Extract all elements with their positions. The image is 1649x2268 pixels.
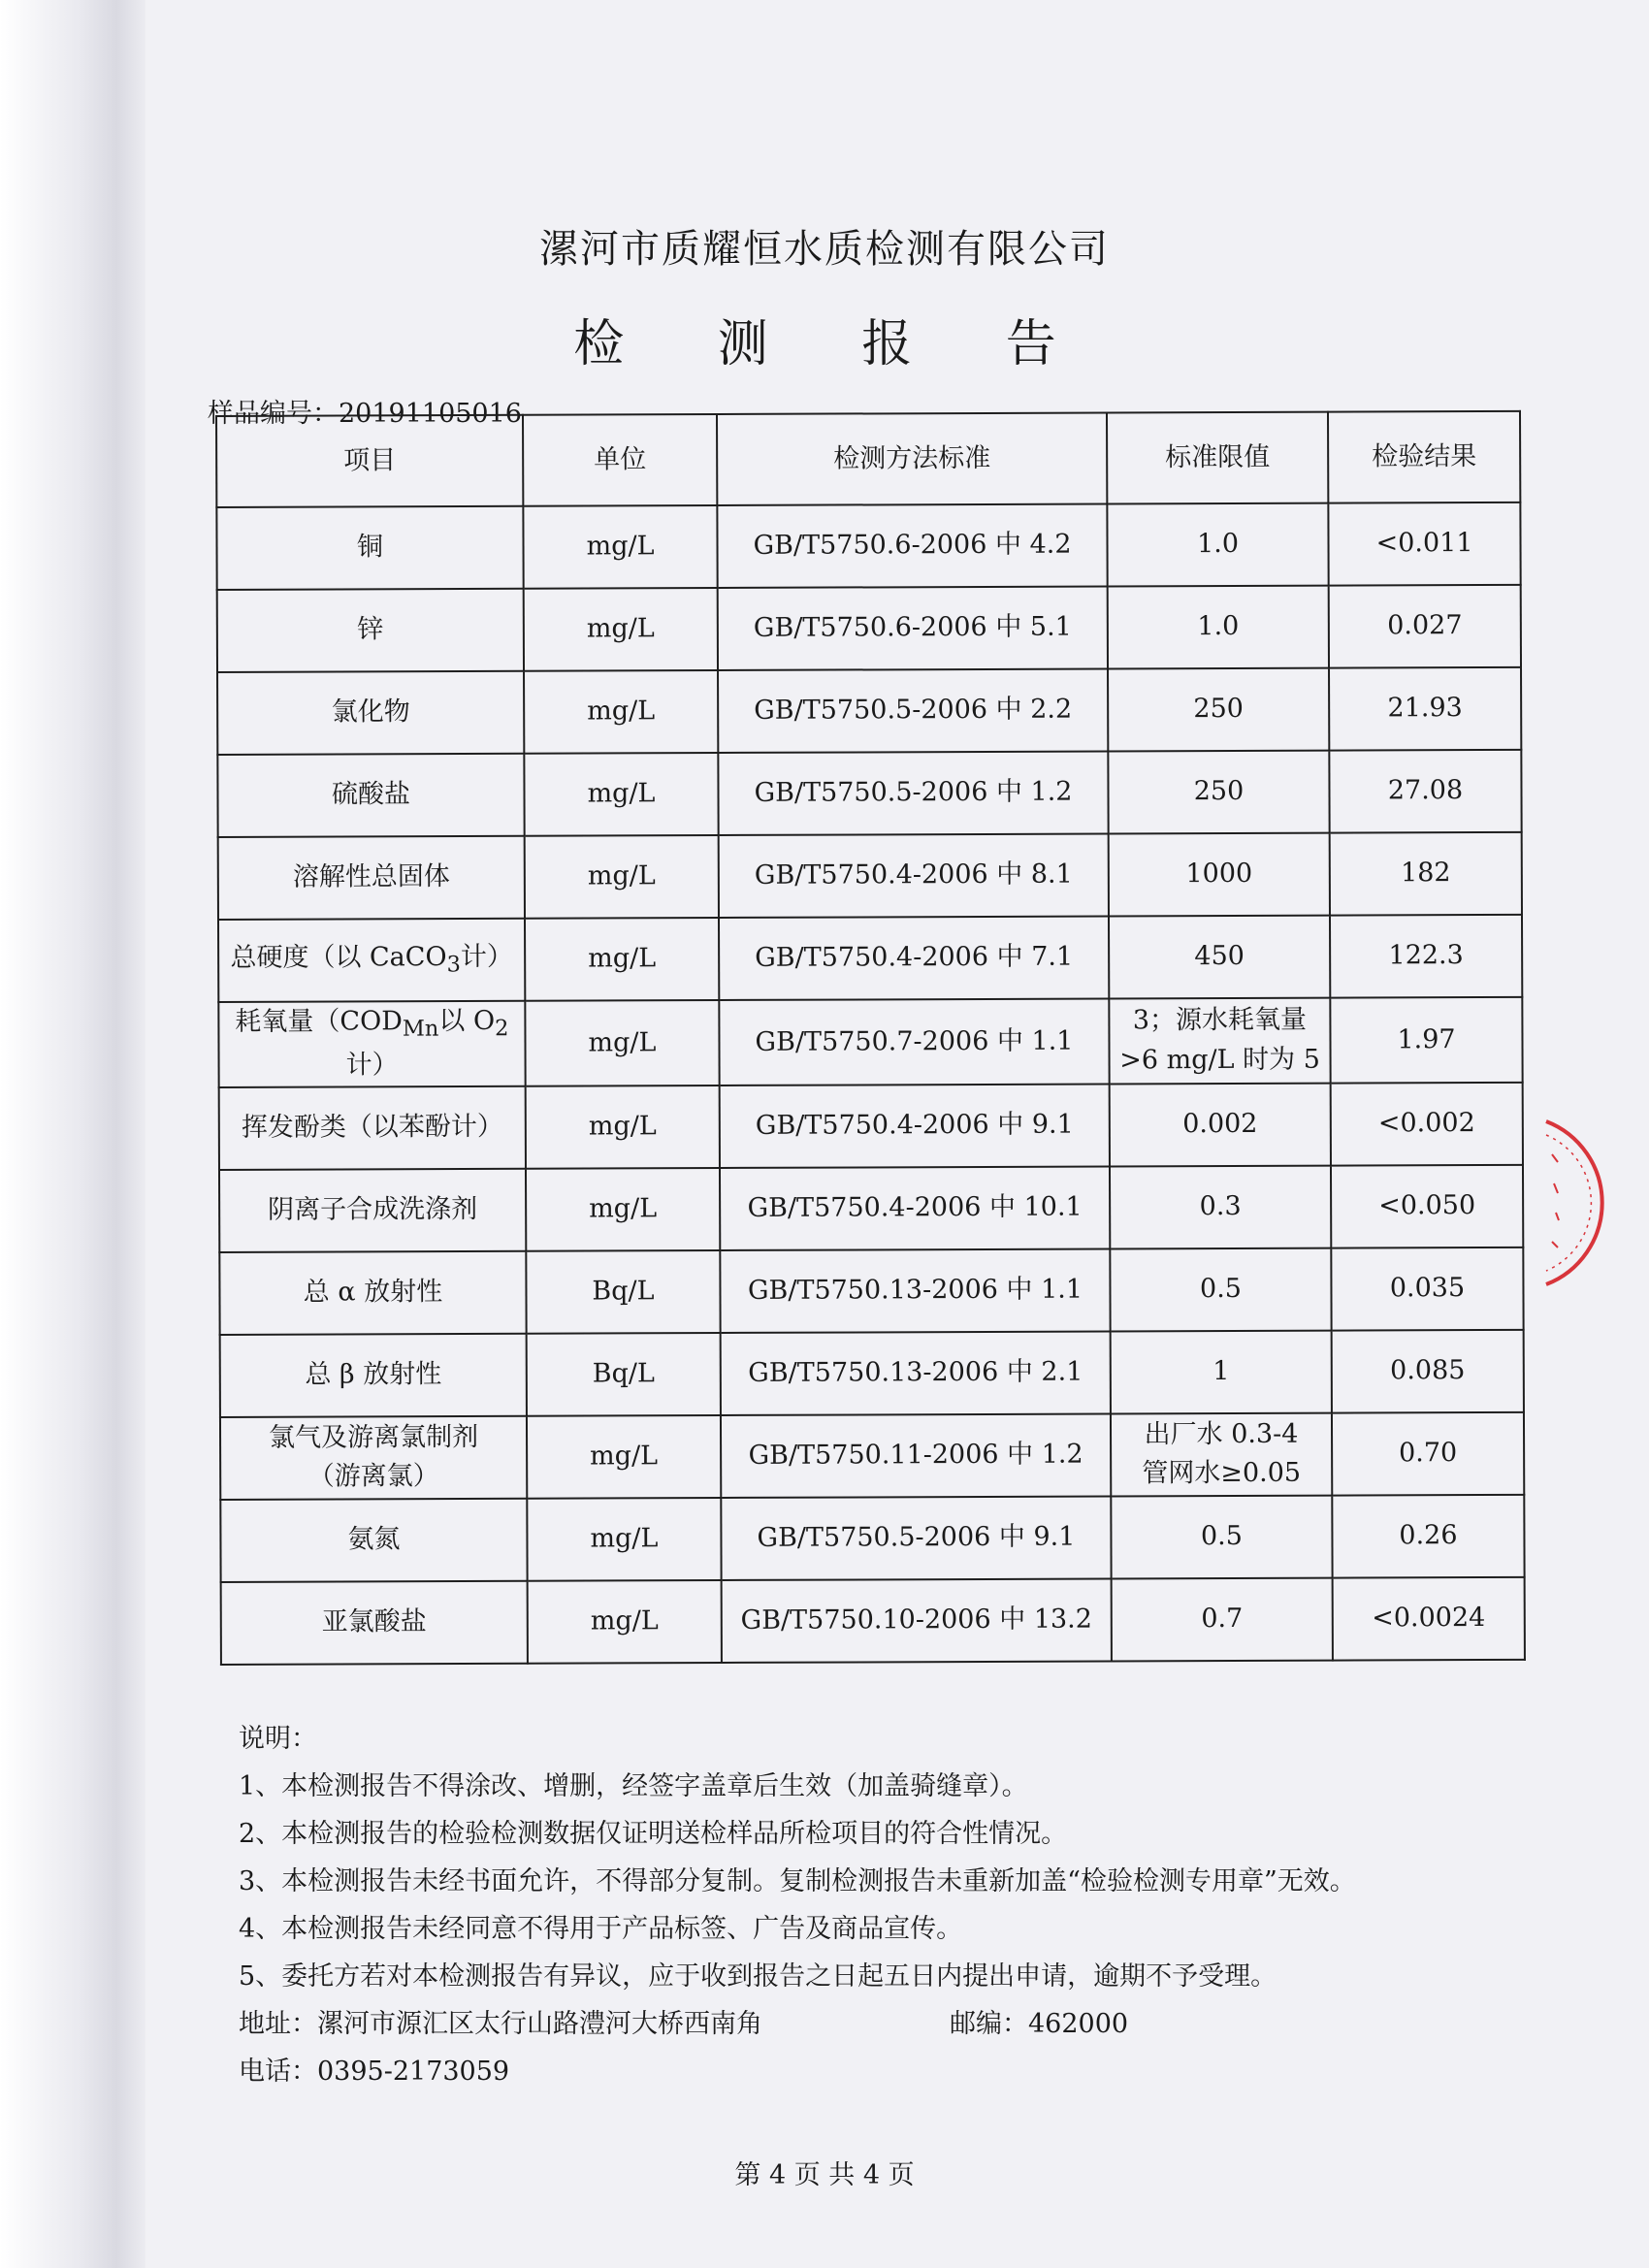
item-cell: 总 β 放射性: [220, 1333, 527, 1416]
table-row: [219, 1164, 1523, 1251]
table-row: [218, 915, 1522, 1002]
item-cell: 总硬度（以 CaCO$_3$计）: [218, 919, 525, 1002]
note-item: 3、本检测报告未经书面允许，不得部分复制。复制检测报告未重新加盖“检验检测专用章”无效。: [239, 1866, 1356, 1896]
method-cell: GB/T5750.5-2006 中 1.2: [718, 751, 1108, 835]
unit-cell: mg/L: [525, 918, 719, 1001]
note-item: 2、本检测报告的检验检测数据仅证明送检样品所检项目的符合性情况。: [239, 1819, 1068, 1849]
note-item: 5、委托方若对本检测报告有异议，应于收到报告之日起五日内提出申请，逾期不予受理。: [239, 1961, 1277, 1992]
table-row: [219, 1082, 1523, 1169]
item-cell: 硫酸盐: [217, 754, 524, 837]
table-row: [217, 667, 1521, 755]
table-row: [220, 1411, 1524, 1499]
result-cell: <0.050: [1331, 1164, 1523, 1247]
note-item: 1、本检测报告不得涂改、增删，经签字盖章后生效（加盖骑缝章）。: [239, 1771, 1028, 1801]
unit-cell: mg/L: [523, 505, 717, 589]
result-cell: 122.3: [1330, 915, 1522, 998]
item-cell: 氯化物: [217, 671, 524, 755]
table-row: [218, 832, 1522, 920]
limit-cell: 1.0: [1108, 586, 1329, 669]
limit-cell: 0.002: [1110, 1083, 1331, 1166]
result-cell: 0.027: [1329, 585, 1521, 668]
item-cell: 挥发酚类（以苯酚计）: [219, 1085, 526, 1169]
table-row: [217, 585, 1521, 672]
method-cell: GB/T5750.7-2006 中 1.1: [719, 998, 1109, 1085]
unit-cell: Bq/L: [527, 1333, 721, 1416]
unit-cell: Bq/L: [526, 1250, 720, 1334]
table-row: [218, 997, 1522, 1087]
notes-heading: 说明：: [239, 1724, 317, 1754]
limit-cell: 1: [1111, 1330, 1332, 1413]
unit-cell: mg/L: [525, 835, 719, 919]
phone-text: 电话：0395-2173059: [239, 2057, 510, 2087]
table-row: [216, 502, 1520, 590]
limit-cell: 出厂水 0.3-4 管网水≥0.05: [1111, 1412, 1332, 1496]
item-cell: 铜: [216, 506, 523, 590]
limit-cell: 250: [1108, 668, 1329, 752]
method-cell: GB/T5750.4-2006 中 7.1: [719, 916, 1109, 1000]
column-header: 检测方法标准: [717, 412, 1107, 505]
column-header: 项目: [216, 415, 523, 507]
item-cell: 氨氮: [220, 1498, 527, 1581]
limit-cell: 0.5: [1110, 1247, 1331, 1331]
result-cell: 21.93: [1329, 667, 1521, 751]
seam-stamp-icon: [1544, 1116, 1612, 1290]
limit-cell: 1000: [1109, 833, 1330, 917]
limit-cell: 250: [1108, 751, 1329, 834]
method-cell: GB/T5750.4-2006 中 10.1: [720, 1166, 1110, 1250]
result-cell: <0.0024: [1333, 1576, 1525, 1660]
address-row: [239, 2000, 1356, 2048]
item-cell: 氯气及游离氯制剂 （游离氯）: [220, 1415, 527, 1499]
report-title: 检 测 报 告: [573, 315, 1095, 373]
item-cell: 阴离子合成洗涤剂: [219, 1168, 526, 1251]
limit-cell: 0.3: [1110, 1165, 1331, 1248]
item-cell: 锌: [217, 589, 524, 672]
item-cell: 亚氯酸盐: [221, 1580, 528, 1664]
item-cell: 溶解性总固体: [218, 836, 525, 920]
note-item: 4、本检测报告未经同意不得用于产品标签、广告及商品宣传。: [239, 1914, 963, 1944]
sample-number-value: 20191105016: [339, 399, 522, 429]
limit-cell: 3；源水耗氧量 >6 mg/L 时为 5: [1109, 998, 1330, 1085]
table-row: [221, 1576, 1525, 1664]
method-cell: GB/T5750.10-2006 中 13.2: [722, 1578, 1112, 1663]
table-row: [219, 1247, 1523, 1334]
result-cell: 27.08: [1329, 750, 1521, 833]
results-table: [215, 410, 1526, 1666]
unit-cell: mg/L: [526, 1168, 720, 1251]
method-cell: GB/T5750.5-2006 中 2.2: [718, 668, 1108, 753]
result-cell: <0.011: [1328, 502, 1520, 586]
unit-cell: mg/L: [528, 1580, 722, 1664]
unit-cell: mg/L: [524, 588, 718, 671]
result-cell: 0.035: [1331, 1247, 1523, 1330]
table-row: [217, 750, 1521, 837]
page-number: 第 4 页 共 4 页: [734, 2160, 915, 2190]
unit-cell: mg/L: [527, 1415, 721, 1499]
result-cell: 1.97: [1330, 997, 1522, 1083]
method-cell: GB/T5750.4-2006 中 8.1: [719, 833, 1109, 918]
table-row: [220, 1494, 1524, 1581]
result-cell: <0.002: [1331, 1082, 1523, 1165]
table-header-row: [216, 411, 1520, 507]
notes-section: [239, 1715, 1356, 2095]
method-cell: GB/T5750.5-2006 中 9.1: [721, 1496, 1111, 1580]
unit-cell: mg/L: [527, 1498, 721, 1581]
result-cell: 182: [1330, 832, 1522, 916]
method-cell: GB/T5750.4-2006 中 9.1: [720, 1084, 1110, 1168]
table-row: [220, 1329, 1524, 1416]
method-cell: GB/T5750.6-2006 中 5.1: [718, 586, 1108, 670]
column-header: 单位: [523, 414, 717, 506]
item-cell: 耗氧量（$COD_{Mn}$以 $O_2$ 计）: [218, 1001, 525, 1087]
method-cell: GB/T5750.13-2006 中 2.1: [721, 1331, 1111, 1415]
limit-cell: 0.7: [1112, 1577, 1333, 1661]
address-text: 地址：漯河市源汇区太行山路澧河大桥西南角: [239, 2009, 762, 2039]
method-cell: GB/T5750.13-2006 中 1.1: [720, 1248, 1110, 1333]
postcode-text: 邮编：462000: [950, 2009, 1129, 2039]
unit-cell: mg/L: [525, 1000, 719, 1085]
item-cell: 总 α 放射性: [219, 1250, 526, 1334]
sample-number-label: 样品编号：: [208, 399, 339, 429]
company-name: 漯河市质耀恒水质检测有限公司: [539, 227, 1110, 272]
limit-cell: 1.0: [1107, 503, 1328, 587]
method-cell: GB/T5750.11-2006 中 1.2: [721, 1413, 1111, 1498]
result-cell: 0.26: [1332, 1494, 1524, 1577]
unit-cell: mg/L: [524, 670, 718, 754]
column-header: 检验结果: [1328, 411, 1520, 503]
limit-cell: 0.5: [1111, 1495, 1332, 1578]
unit-cell: mg/L: [526, 1085, 720, 1169]
column-header: 标准限值: [1107, 412, 1328, 504]
limit-cell: 450: [1109, 916, 1330, 999]
unit-cell: mg/L: [524, 753, 718, 836]
result-cell: 0.70: [1332, 1411, 1524, 1495]
method-cell: GB/T5750.6-2006 中 4.2: [717, 503, 1107, 588]
result-cell: 0.085: [1332, 1329, 1524, 1412]
